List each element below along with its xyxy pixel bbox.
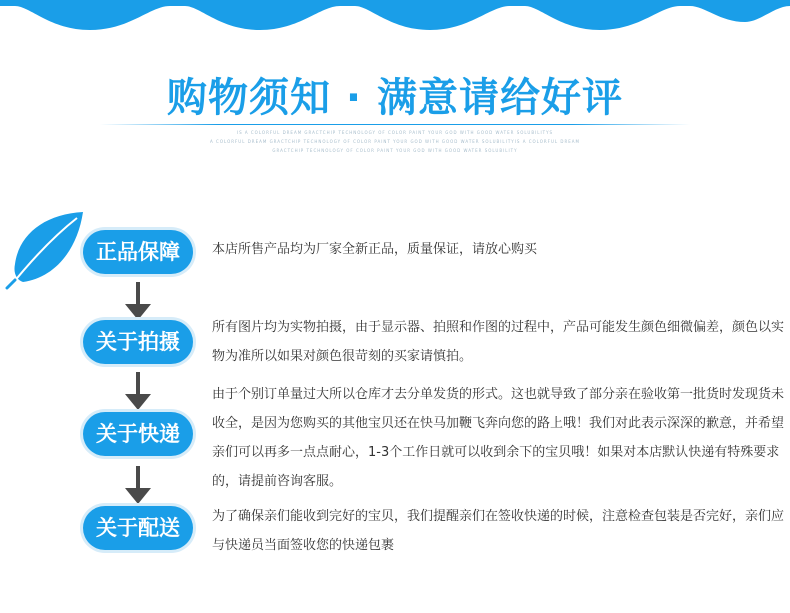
- arrow-down-icon: [125, 372, 151, 410]
- section-text-genuine: 本店所售产品均为厂家全新正品，质量保证，请放心购买: [212, 242, 538, 257]
- arrow-down-icon: [125, 466, 151, 504]
- section-text-shipping: 由于个别订单量过大所以仓库才去分单发货的形式。这也就导致了部分亲在验收第一批货时发现货未收全，是因为您购买的其他宝贝还在快马加鞭飞奔向您的路上哦！我们对此表示深深的歉意，并希望亲们可以再多一点点耐心，1-3个工作日就可以收到余下的宝贝哦！如果对本店默认快递有特殊要求的，请提前咨询客服。: [212, 387, 785, 489]
- decor-text-line-3: GRACTCHIP TECHNOLOGY OF COLOR PAINT YOUR GOD WITH GOOD WATER SOLUBILITY: [272, 148, 518, 153]
- section-badge-shipping: 关于快递: [83, 412, 193, 456]
- decor-text-line-1: IS A COLORFUL DREAM GRACTCHIP TECHNOLOGY OF COLOR PAINT YOUR GOD WITH GOOD WATER SOLUBILITYS: [236, 130, 554, 135]
- section-badge-photos: 关于拍摄: [83, 320, 193, 364]
- section-badge-delivery: 关于配送: [83, 506, 193, 550]
- arrow-down-icon: [125, 282, 151, 320]
- section-badge-genuine: 正品保障: [83, 230, 193, 274]
- top-wave-decoration: [0, 0, 790, 34]
- section-text-photos: 所有图片均为实物拍摄，由于显示器、拍照和作图的过程中，产品可能发生颜色细微偏差，颜色以实物为准所以如果对颜色很苛刻的买家请慎拍。: [212, 320, 785, 364]
- section-text-delivery: 为了确保亲们能收到完好的宝贝，我们提醒亲们在签收快递的时候，注意检查包装是否完好，亲们应与快递员当面签收您的快递包裹: [212, 509, 785, 553]
- title-divider: [100, 124, 690, 125]
- decor-text-line-2: A COLORFUL DREAM GRACTCHIP TECHNOLOGY OF COLOR PAINT YOUR GOD WITH GOOD WATER SOLUBILITYIS A COLORFUL DREAM: [210, 139, 580, 144]
- page-title: 购物须知 · 满意请给好评: [166, 75, 624, 121]
- leaf-icon: [5, 208, 87, 290]
